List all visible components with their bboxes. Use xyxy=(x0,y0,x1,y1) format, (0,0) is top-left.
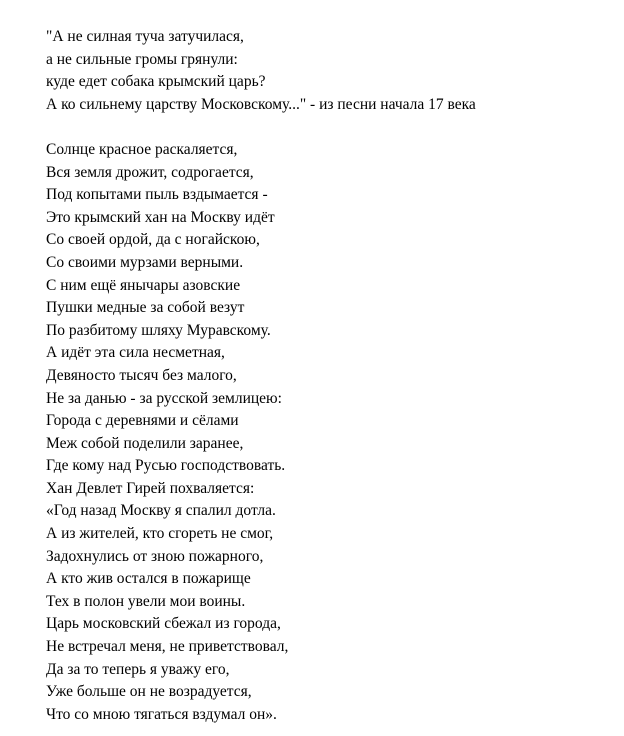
verse-line: Пушки медные за собой везут xyxy=(46,299,245,317)
verse-line: Да за то теперь я уважу его, xyxy=(46,660,230,678)
verse-line: Вся земля дрожит, содрогается, xyxy=(46,163,254,181)
verse-line: Меж собой поделили заранее, xyxy=(46,434,244,452)
verse-line: Царь московский сбежал из города, xyxy=(46,615,281,633)
verse-line: Со своими мурзами верными. xyxy=(46,253,244,271)
verse-line: Не за данью - за русской землицею: xyxy=(46,389,282,407)
verse-line: Не встречал меня, не приветствовал, xyxy=(46,638,289,656)
verse xyxy=(46,139,616,726)
verse-line: Это крымский хан на Москву идёт xyxy=(46,208,275,226)
verse-line: А идёт эта сила несметная, xyxy=(46,344,225,362)
stanza-gap xyxy=(46,116,616,139)
verse-line: Девяносто тысяч без малого, xyxy=(46,366,237,384)
verse-line: Города с деревнями и сёлами xyxy=(46,412,239,430)
epigraph xyxy=(46,26,616,116)
epigraph-line: куде едет собака крымский царь? xyxy=(46,73,266,91)
verse-line: Что со мною тягаться вздумал он». xyxy=(46,705,277,723)
verse-line: Хан Девлет Гирей похваляется: xyxy=(46,479,255,497)
verse-line: «Год назад Москву я спалил дотла. xyxy=(46,502,276,520)
verse-line: По разбитому шляху Муравскому. xyxy=(46,321,271,339)
epigraph-line: "А не силная туча затучилася, xyxy=(46,28,244,45)
verse-line: А кто жив остался в пожарище xyxy=(46,570,251,588)
epigraph-line: А ко сильнему царству Московскому..." - из песни начала 17 века xyxy=(46,95,476,113)
verse-line: С ним ещё янычары азовские xyxy=(46,276,241,294)
verse-line: Задохнулись от зною пожарного, xyxy=(46,547,264,565)
epigraph-line: а не сильные громы грянули: xyxy=(46,50,238,68)
verse-line: Со своей ордой, да с ногайскою, xyxy=(46,231,260,249)
verse-line: Тех в полон увели мои воины. xyxy=(46,592,246,610)
verse-line: Солнце красное раскаляется, xyxy=(46,140,238,158)
verse-line: Уже больше он не возрадуется, xyxy=(46,683,252,701)
verse-line: Под копытами пыль вздымается - xyxy=(46,186,268,204)
verse-line: А из жителей, кто сгореть не смог, xyxy=(46,525,274,543)
verse-line: Где кому над Русью господствовать. xyxy=(46,457,286,475)
poem-text xyxy=(46,26,616,726)
